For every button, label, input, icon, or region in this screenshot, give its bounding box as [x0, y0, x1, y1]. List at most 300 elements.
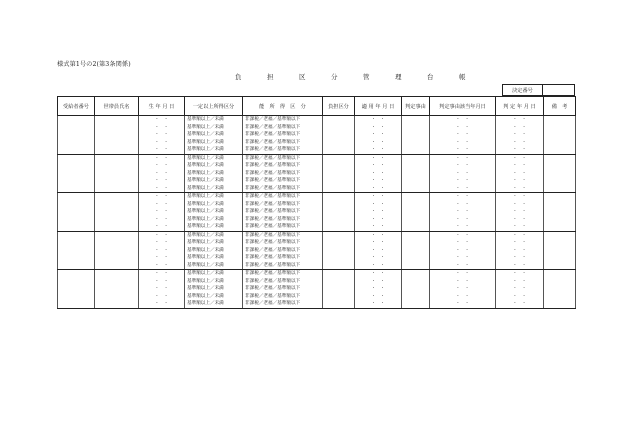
- income-category-cell[interactable]: 非課税／老福／基準額以下: [243, 254, 323, 262]
- birth-date-cell[interactable]: ・ ・: [139, 146, 185, 154]
- judgment-reason-cell[interactable]: [402, 124, 430, 132]
- burden-category-cell[interactable]: [323, 185, 355, 193]
- judgment-date-cell[interactable]: ・ ・: [496, 154, 544, 162]
- burden-category-cell[interactable]: [323, 177, 355, 185]
- remarks-cell[interactable]: [544, 131, 576, 139]
- income-threshold-cell[interactable]: 基準額以上／未満: [185, 270, 243, 278]
- household-member-name-cell[interactable]: [95, 216, 139, 224]
- reason-date-cell[interactable]: ・ ・: [430, 300, 496, 308]
- judgment-date-cell[interactable]: ・ ・: [496, 270, 544, 278]
- applicable-date-cell[interactable]: ・ ・: [355, 146, 402, 154]
- reason-date-cell[interactable]: ・ ・: [430, 270, 496, 278]
- applicable-date-cell[interactable]: ・ ・: [355, 278, 402, 286]
- reason-date-cell[interactable]: ・ ・: [430, 185, 496, 193]
- birth-date-cell[interactable]: ・ ・: [139, 254, 185, 262]
- applicable-date-cell[interactable]: ・ ・: [355, 208, 402, 216]
- judgment-reason-cell[interactable]: [402, 247, 430, 255]
- col-applicable-date: 適 用 年 月 日: [355, 97, 402, 116]
- household-member-name-cell[interactable]: [95, 154, 139, 162]
- income-category-cell[interactable]: 非課税／老福／基準額以下: [243, 231, 323, 239]
- household-member-name-cell[interactable]: [95, 124, 139, 132]
- income-threshold-cell[interactable]: 基準額以上／未満: [185, 162, 243, 170]
- table-row: [58, 201, 576, 209]
- income-threshold-cell[interactable]: 基準額以上／未満: [185, 139, 243, 147]
- applicable-date-cell[interactable]: ・ ・: [355, 254, 402, 262]
- income-threshold-cell[interactable]: 基準額以上／未満: [185, 208, 243, 216]
- income-category-cell[interactable]: 非課税／老福／基準額以下: [243, 185, 323, 193]
- burden-category-cell[interactable]: [323, 270, 355, 278]
- col-judgment-reason: 判定事由: [402, 97, 430, 116]
- reason-date-cell[interactable]: ・ ・: [430, 278, 496, 286]
- income-category-cell[interactable]: 非課税／老福／基準額以下: [243, 285, 323, 293]
- birth-date-cell[interactable]: ・ ・: [139, 270, 185, 278]
- birth-date-cell[interactable]: ・ ・: [139, 131, 185, 139]
- reason-date-cell[interactable]: ・ ・: [430, 285, 496, 293]
- birth-date-cell[interactable]: ・ ・: [139, 162, 185, 170]
- applicable-date-cell[interactable]: ・ ・: [355, 177, 402, 185]
- recipient-number-cell[interactable]: [58, 131, 95, 139]
- income-threshold-cell[interactable]: 基準額以上／未満: [185, 216, 243, 224]
- birth-date-cell[interactable]: ・ ・: [139, 193, 185, 201]
- income-category-cell[interactable]: 非課税／老福／基準額以下: [243, 293, 323, 301]
- burden-category-cell[interactable]: [323, 300, 355, 308]
- reason-date-cell[interactable]: ・ ・: [430, 254, 496, 262]
- birth-date-cell[interactable]: ・ ・: [139, 216, 185, 224]
- judgment-date-cell[interactable]: ・ ・: [496, 116, 544, 124]
- household-member-name-cell[interactable]: [95, 262, 139, 270]
- judgment-reason-cell[interactable]: [402, 116, 430, 124]
- recipient-number-cell[interactable]: [58, 254, 95, 262]
- recipient-number-cell[interactable]: [58, 270, 95, 278]
- table-row: [58, 124, 576, 132]
- table-row: [58, 278, 576, 286]
- applicable-date-cell[interactable]: ・ ・: [355, 162, 402, 170]
- household-member-name-cell[interactable]: [95, 300, 139, 308]
- table-row: [58, 116, 576, 124]
- burden-category-cell[interactable]: [323, 154, 355, 162]
- reason-date-cell[interactable]: ・ ・: [430, 170, 496, 178]
- birth-date-cell[interactable]: ・ ・: [139, 239, 185, 247]
- judgment-reason-cell[interactable]: [402, 177, 430, 185]
- judgment-reason-cell[interactable]: [402, 262, 430, 270]
- income-threshold-cell[interactable]: 基準額以上／未満: [185, 124, 243, 132]
- remarks-cell[interactable]: [544, 278, 576, 286]
- applicable-date-cell[interactable]: ・ ・: [355, 247, 402, 255]
- recipient-number-cell[interactable]: [58, 231, 95, 239]
- judgment-reason-cell[interactable]: [402, 170, 430, 178]
- judgment-reason-cell[interactable]: [402, 223, 430, 231]
- table-row: [58, 270, 576, 278]
- household-member-name-cell[interactable]: [95, 278, 139, 286]
- applicable-date-cell[interactable]: ・ ・: [355, 116, 402, 124]
- burden-category-cell[interactable]: [323, 239, 355, 247]
- judgment-reason-cell[interactable]: [402, 231, 430, 239]
- judgment-reason-cell[interactable]: [402, 239, 430, 247]
- reason-date-cell[interactable]: ・ ・: [430, 293, 496, 301]
- remarks-cell[interactable]: [544, 162, 576, 170]
- recipient-number-cell[interactable]: [58, 247, 95, 255]
- judgment-date-cell[interactable]: ・ ・: [496, 201, 544, 209]
- judgment-date-cell[interactable]: ・ ・: [496, 208, 544, 216]
- birth-date-cell[interactable]: ・ ・: [139, 262, 185, 270]
- income-category-cell[interactable]: 非課税／老福／基準額以下: [243, 262, 323, 270]
- reason-date-cell[interactable]: ・ ・: [430, 231, 496, 239]
- burden-category-cell[interactable]: [323, 131, 355, 139]
- reason-date-cell[interactable]: ・ ・: [430, 116, 496, 124]
- birth-date-cell[interactable]: ・ ・: [139, 116, 185, 124]
- household-member-name-cell[interactable]: [95, 285, 139, 293]
- income-category-cell[interactable]: 非課税／老福／基準額以下: [243, 124, 323, 132]
- income-threshold-cell[interactable]: 基準額以上／未満: [185, 231, 243, 239]
- burden-category-cell[interactable]: [323, 201, 355, 209]
- burden-category-cell[interactable]: [323, 231, 355, 239]
- applicable-date-cell[interactable]: ・ ・: [355, 154, 402, 162]
- table-row: [58, 146, 576, 154]
- applicable-date-cell[interactable]: ・ ・: [355, 270, 402, 278]
- income-threshold-cell[interactable]: 基準額以上／未満: [185, 193, 243, 201]
- judgment-date-cell[interactable]: ・ ・: [496, 231, 544, 239]
- recipient-number-cell[interactable]: [58, 162, 95, 170]
- burden-category-cell[interactable]: [323, 146, 355, 154]
- reason-date-cell[interactable]: ・ ・: [430, 193, 496, 201]
- judgment-reason-cell[interactable]: [402, 208, 430, 216]
- table-row: [58, 223, 576, 231]
- income-category-cell[interactable]: 非課税／老福／基準額以下: [243, 223, 323, 231]
- burden-category-cell[interactable]: [323, 254, 355, 262]
- income-threshold-cell[interactable]: 基準額以上／未満: [185, 131, 243, 139]
- applicable-date-cell[interactable]: ・ ・: [355, 285, 402, 293]
- remarks-cell[interactable]: [544, 216, 576, 224]
- judgment-reason-cell[interactable]: [402, 278, 430, 286]
- income-category-cell[interactable]: 非課税／老福／基準額以下: [243, 154, 323, 162]
- remarks-cell[interactable]: [544, 231, 576, 239]
- col-recipient-number: 受給者番号: [58, 97, 95, 116]
- recipient-number-cell[interactable]: [58, 278, 95, 286]
- household-member-name-cell[interactable]: [95, 201, 139, 209]
- judgment-reason-cell[interactable]: [402, 254, 430, 262]
- income-category-cell[interactable]: 非課税／老福／基準額以下: [243, 177, 323, 185]
- income-category-cell[interactable]: 非課税／老福／基準額以下: [243, 193, 323, 201]
- recipient-number-cell[interactable]: [58, 116, 95, 124]
- remarks-cell[interactable]: [544, 177, 576, 185]
- remarks-cell[interactable]: [544, 270, 576, 278]
- judgment-reason-cell[interactable]: [402, 270, 430, 278]
- birth-date-cell[interactable]: ・ ・: [139, 185, 185, 193]
- judgment-reason-cell[interactable]: [402, 131, 430, 139]
- recipient-number-cell[interactable]: [58, 146, 95, 154]
- income-category-cell[interactable]: 非課税／老福／基準額以下: [243, 278, 323, 286]
- remarks-cell[interactable]: [544, 201, 576, 209]
- recipient-number-cell[interactable]: [58, 300, 95, 308]
- reason-date-cell[interactable]: ・ ・: [430, 131, 496, 139]
- birth-date-cell[interactable]: ・ ・: [139, 247, 185, 255]
- income-threshold-cell[interactable]: 基準額以上／未満: [185, 185, 243, 193]
- recipient-number-cell[interactable]: [58, 177, 95, 185]
- recipient-number-cell[interactable]: [58, 293, 95, 301]
- income-threshold-cell[interactable]: 基準額以上／未満: [185, 293, 243, 301]
- judgment-date-cell[interactable]: ・ ・: [496, 300, 544, 308]
- applicable-date-cell[interactable]: ・ ・: [355, 239, 402, 247]
- reason-date-cell[interactable]: ・ ・: [430, 262, 496, 270]
- birth-date-cell[interactable]: ・ ・: [139, 124, 185, 132]
- birth-date-cell[interactable]: ・ ・: [139, 231, 185, 239]
- birth-date-cell[interactable]: ・ ・: [139, 278, 185, 286]
- recipient-number-cell[interactable]: [58, 216, 95, 224]
- remarks-cell[interactable]: [544, 154, 576, 162]
- birth-date-cell[interactable]: ・ ・: [139, 293, 185, 301]
- remarks-cell[interactable]: [544, 223, 576, 231]
- recipient-number-cell[interactable]: [58, 239, 95, 247]
- burden-category-cell[interactable]: [323, 216, 355, 224]
- income-threshold-cell[interactable]: 基準額以上／未満: [185, 177, 243, 185]
- judgment-date-cell[interactable]: ・ ・: [496, 223, 544, 231]
- judgment-date-cell[interactable]: ・ ・: [496, 239, 544, 247]
- remarks-cell[interactable]: [544, 239, 576, 247]
- judgment-reason-cell[interactable]: [402, 216, 430, 224]
- judgment-date-cell[interactable]: ・ ・: [496, 278, 544, 286]
- burden-category-cell[interactable]: [323, 170, 355, 178]
- judgment-reason-cell[interactable]: [402, 185, 430, 193]
- remarks-cell[interactable]: [544, 146, 576, 154]
- applicable-date-cell[interactable]: ・ ・: [355, 223, 402, 231]
- judgment-reason-cell[interactable]: [402, 201, 430, 209]
- income-category-cell[interactable]: 非課税／老福／基準額以下: [243, 247, 323, 255]
- judgment-reason-cell[interactable]: [402, 146, 430, 154]
- applicable-date-cell[interactable]: ・ ・: [355, 216, 402, 224]
- burden-category-cell[interactable]: [323, 223, 355, 231]
- income-threshold-cell[interactable]: 基準額以上／未満: [185, 146, 243, 154]
- recipient-number-cell[interactable]: [58, 124, 95, 132]
- income-threshold-cell[interactable]: 基準額以上／未満: [185, 170, 243, 178]
- applicable-date-cell[interactable]: ・ ・: [355, 185, 402, 193]
- recipient-number-cell[interactable]: [58, 262, 95, 270]
- income-category-cell[interactable]: 非課税／老福／基準額以下: [243, 139, 323, 147]
- applicable-date-cell[interactable]: ・ ・: [355, 124, 402, 132]
- income-category-cell[interactable]: 非課税／老福／基準額以下: [243, 201, 323, 209]
- table-row: [58, 170, 576, 178]
- table-row: [58, 231, 576, 239]
- reason-date-cell[interactable]: ・ ・: [430, 124, 496, 132]
- judgment-date-cell[interactable]: ・ ・: [496, 193, 544, 201]
- judgment-date-cell[interactable]: ・ ・: [496, 285, 544, 293]
- recipient-number-cell[interactable]: [58, 139, 95, 147]
- remarks-cell[interactable]: [544, 124, 576, 132]
- household-member-name-cell[interactable]: [95, 231, 139, 239]
- col-remarks: 備 考: [544, 97, 576, 116]
- col-judgment-date: 判 定 年 月 日: [496, 97, 544, 116]
- household-member-name-cell[interactable]: [95, 193, 139, 201]
- reason-date-cell[interactable]: ・ ・: [430, 223, 496, 231]
- household-member-name-cell[interactable]: [95, 177, 139, 185]
- judgment-reason-cell[interactable]: [402, 193, 430, 201]
- judgment-reason-cell[interactable]: [402, 139, 430, 147]
- judgment-reason-cell[interactable]: [402, 300, 430, 308]
- income-category-cell[interactable]: 非課税／老福／基準額以下: [243, 162, 323, 170]
- income-category-cell[interactable]: 非課税／老福／基準額以下: [243, 208, 323, 216]
- burden-category-cell[interactable]: [323, 278, 355, 286]
- remarks-cell[interactable]: [544, 116, 576, 124]
- income-category-cell[interactable]: 非課税／老福／基準額以下: [243, 300, 323, 308]
- applicable-date-cell[interactable]: ・ ・: [355, 231, 402, 239]
- household-member-name-cell[interactable]: [95, 185, 139, 193]
- judgment-date-cell[interactable]: ・ ・: [496, 262, 544, 270]
- income-threshold-cell[interactable]: 基準額以上／未満: [185, 285, 243, 293]
- col-reason-date: 判定事由該当年月日: [430, 97, 496, 116]
- birth-date-cell[interactable]: ・ ・: [139, 170, 185, 178]
- recipient-number-cell[interactable]: [58, 208, 95, 216]
- burden-category-cell[interactable]: [323, 208, 355, 216]
- household-member-name-cell[interactable]: [95, 270, 139, 278]
- recipient-number-cell[interactable]: [58, 223, 95, 231]
- remarks-cell[interactable]: [544, 170, 576, 178]
- table-row: [58, 247, 576, 255]
- table-row: [58, 262, 576, 270]
- household-member-name-cell[interactable]: [95, 146, 139, 154]
- table-row: [58, 154, 576, 162]
- income-threshold-cell[interactable]: 基準額以上／未満: [185, 201, 243, 209]
- reason-date-cell[interactable]: ・ ・: [430, 216, 496, 224]
- household-member-name-cell[interactable]: [95, 247, 139, 255]
- remarks-cell[interactable]: [544, 247, 576, 255]
- income-threshold-cell[interactable]: 基準額以上／未満: [185, 223, 243, 231]
- remarks-cell[interactable]: [544, 254, 576, 262]
- reason-date-cell[interactable]: ・ ・: [430, 139, 496, 147]
- burden-category-cell[interactable]: [323, 285, 355, 293]
- recipient-number-cell[interactable]: [58, 201, 95, 209]
- table-row: [58, 177, 576, 185]
- remarks-cell[interactable]: [544, 139, 576, 147]
- income-category-cell[interactable]: 非課税／老福／基準額以下: [243, 270, 323, 278]
- household-member-name-cell[interactable]: [95, 254, 139, 262]
- recipient-number-cell[interactable]: [58, 154, 95, 162]
- judgment-reason-cell[interactable]: [402, 154, 430, 162]
- reason-date-cell[interactable]: ・ ・: [430, 154, 496, 162]
- income-threshold-cell[interactable]: 基準額以上／未満: [185, 300, 243, 308]
- recipient-number-cell[interactable]: [58, 285, 95, 293]
- birth-date-cell[interactable]: ・ ・: [139, 177, 185, 185]
- reason-date-cell[interactable]: ・ ・: [430, 208, 496, 216]
- income-threshold-cell[interactable]: 基準額以上／未満: [185, 154, 243, 162]
- judgment-date-cell[interactable]: ・ ・: [496, 139, 544, 147]
- income-category-cell[interactable]: 非課税／老福／基準額以下: [243, 131, 323, 139]
- remarks-cell[interactable]: [544, 185, 576, 193]
- applicable-date-cell[interactable]: ・ ・: [355, 293, 402, 301]
- reason-date-cell[interactable]: ・ ・: [430, 177, 496, 185]
- household-member-name-cell[interactable]: [95, 162, 139, 170]
- table-row: [58, 208, 576, 216]
- judgment-date-cell[interactable]: ・ ・: [496, 177, 544, 185]
- burden-category-cell[interactable]: [323, 193, 355, 201]
- burden-category-cell[interactable]: [323, 124, 355, 132]
- applicable-date-cell[interactable]: ・ ・: [355, 131, 402, 139]
- household-member-name-cell[interactable]: [95, 131, 139, 139]
- income-category-cell[interactable]: 非課税／老福／基準額以下: [243, 239, 323, 247]
- birth-date-cell[interactable]: ・ ・: [139, 223, 185, 231]
- judgment-date-cell[interactable]: ・ ・: [496, 185, 544, 193]
- birth-date-cell[interactable]: ・ ・: [139, 208, 185, 216]
- remarks-cell[interactable]: [544, 193, 576, 201]
- household-member-name-cell[interactable]: [95, 223, 139, 231]
- recipient-number-cell[interactable]: [58, 185, 95, 193]
- burden-category-cell[interactable]: [323, 116, 355, 124]
- judgment-date-cell[interactable]: ・ ・: [496, 162, 544, 170]
- judgment-date-cell[interactable]: ・ ・: [496, 131, 544, 139]
- remarks-cell[interactable]: [544, 262, 576, 270]
- household-member-name-cell[interactable]: [95, 239, 139, 247]
- reason-date-cell[interactable]: ・ ・: [430, 162, 496, 170]
- income-category-cell[interactable]: 非課税／老福／基準額以下: [243, 170, 323, 178]
- form-number-label: 様式第1号の2(第3条関係): [57, 61, 131, 68]
- recipient-number-cell[interactable]: [58, 193, 95, 201]
- burden-category-cell[interactable]: [323, 293, 355, 301]
- reason-date-cell[interactable]: ・ ・: [430, 201, 496, 209]
- ledger-body: [58, 116, 576, 309]
- judgment-date-cell[interactable]: ・ ・: [496, 146, 544, 154]
- income-threshold-cell[interactable]: 基準額以上／未満: [185, 247, 243, 255]
- burden-category-cell[interactable]: [323, 247, 355, 255]
- income-threshold-cell[interactable]: 基準額以上／未満: [185, 239, 243, 247]
- household-member-name-cell[interactable]: [95, 208, 139, 216]
- applicable-date-cell[interactable]: ・ ・: [355, 170, 402, 178]
- ledger-table: [57, 96, 576, 309]
- remarks-cell[interactable]: [544, 208, 576, 216]
- judgment-date-cell[interactable]: ・ ・: [496, 254, 544, 262]
- col-household-member-name: 世帯員氏名: [95, 97, 139, 116]
- applicable-date-cell[interactable]: ・ ・: [355, 262, 402, 270]
- judgment-date-cell[interactable]: ・ ・: [496, 293, 544, 301]
- household-member-name-cell[interactable]: [95, 293, 139, 301]
- household-member-name-cell[interactable]: [95, 116, 139, 124]
- applicable-date-cell[interactable]: ・ ・: [355, 193, 402, 201]
- burden-category-cell[interactable]: [323, 162, 355, 170]
- burden-category-cell[interactable]: [323, 262, 355, 270]
- applicable-date-cell[interactable]: ・ ・: [355, 300, 402, 308]
- judgment-date-cell[interactable]: ・ ・: [496, 170, 544, 178]
- decision-number-field[interactable]: [543, 84, 575, 96]
- birth-date-cell[interactable]: ・ ・: [139, 285, 185, 293]
- income-threshold-cell[interactable]: 基準額以上／未満: [185, 116, 243, 124]
- applicable-date-cell[interactable]: ・ ・: [355, 139, 402, 147]
- household-member-name-cell[interactable]: [95, 170, 139, 178]
- birth-date-cell[interactable]: ・ ・: [139, 139, 185, 147]
- recipient-number-cell[interactable]: [58, 170, 95, 178]
- burden-category-cell[interactable]: [323, 139, 355, 147]
- applicable-date-cell[interactable]: ・ ・: [355, 201, 402, 209]
- judgment-date-cell[interactable]: ・ ・: [496, 247, 544, 255]
- reason-date-cell[interactable]: ・ ・: [430, 146, 496, 154]
- judgment-date-cell[interactable]: ・ ・: [496, 124, 544, 132]
- judgment-reason-cell[interactable]: [402, 162, 430, 170]
- remarks-cell[interactable]: [544, 285, 576, 293]
- income-threshold-cell[interactable]: 基準額以上／未満: [185, 254, 243, 262]
- judgment-date-cell[interactable]: ・ ・: [496, 216, 544, 224]
- income-category-cell[interactable]: 非課税／老福／基準額以下: [243, 216, 323, 224]
- household-member-name-cell[interactable]: [95, 139, 139, 147]
- judgment-reason-cell[interactable]: [402, 285, 430, 293]
- birth-date-cell[interactable]: ・ ・: [139, 154, 185, 162]
- income-category-cell[interactable]: 非課税／老福／基準額以下: [243, 116, 323, 124]
- judgment-reason-cell[interactable]: [402, 293, 430, 301]
- reason-date-cell[interactable]: ・ ・: [430, 247, 496, 255]
- income-category-cell[interactable]: 非課税／老福／基準額以下: [243, 146, 323, 154]
- income-threshold-cell[interactable]: 基準額以上／未満: [185, 278, 243, 286]
- birth-date-cell[interactable]: ・ ・: [139, 300, 185, 308]
- birth-date-cell[interactable]: ・ ・: [139, 201, 185, 209]
- reason-date-cell[interactable]: ・ ・: [430, 239, 496, 247]
- remarks-cell[interactable]: [544, 293, 576, 301]
- remarks-cell[interactable]: [544, 300, 576, 308]
- income-threshold-cell[interactable]: 基準額以上／未満: [185, 262, 243, 270]
